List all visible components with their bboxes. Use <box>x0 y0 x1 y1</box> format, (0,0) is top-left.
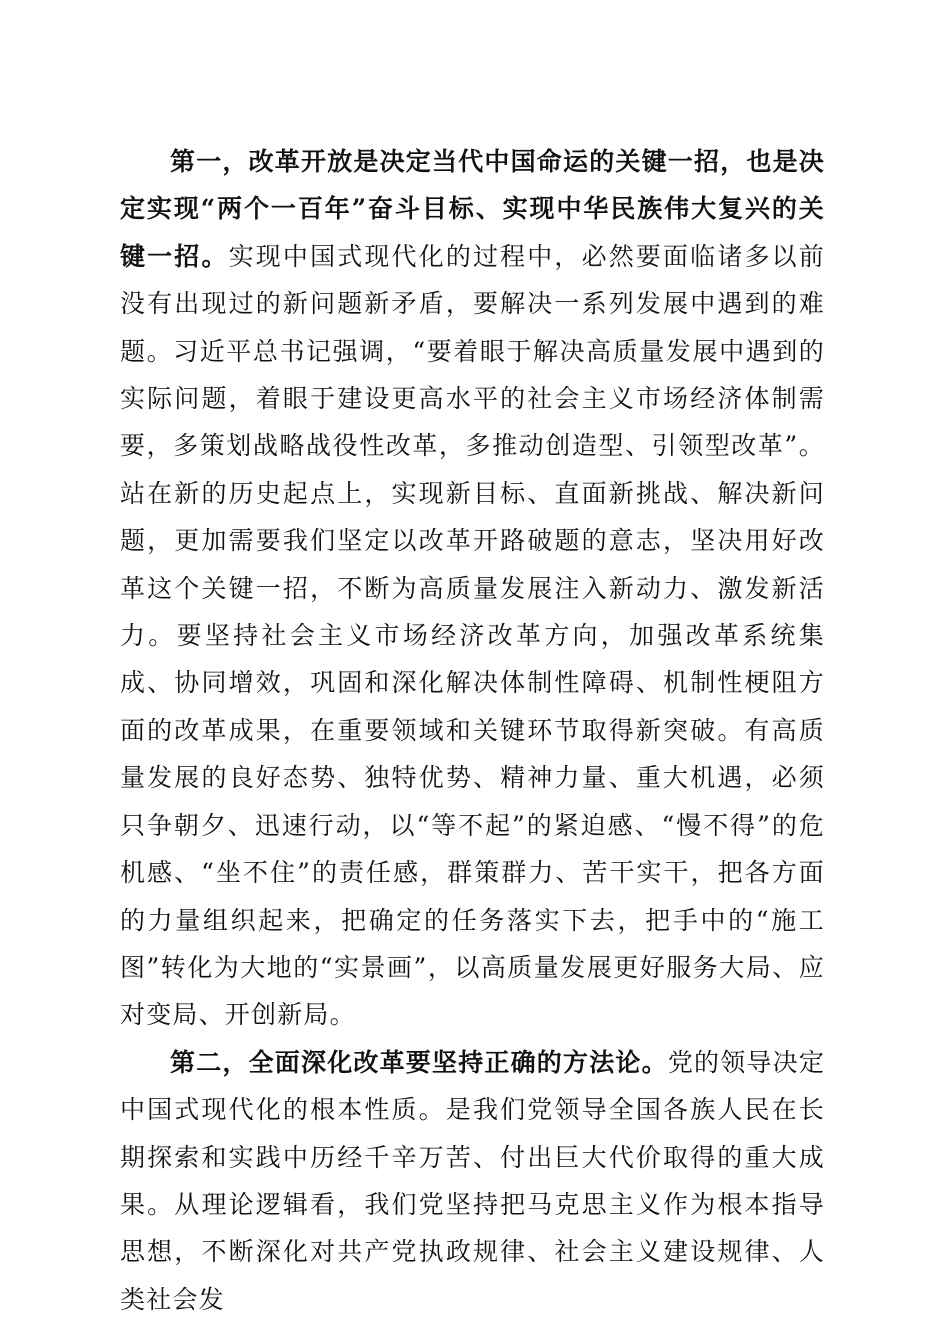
paragraph-2-body: 党的领导决定中国式现代化的根本性质。是我们党领导全国各族人民在长期探索和实践中历经千辛万苦、付出巨大代价取得的重大成果。从理论逻辑看，我们党坚持把马克思主义作为根本指导思想，不断深化对共产党执政规律、社会主义建设规律、人类社会发 <box>120 1047 826 1314</box>
paragraph-2-lead: 第二，全面深化改革要坚持正确的方法论。 <box>170 1047 668 1077</box>
paragraph-1 <box>120 138 825 1039</box>
paragraph-2 <box>120 1039 825 1323</box>
paragraph-1-body: 实现中国式现代化的过程中，必然要面临诸多以前没有出现过的新问题新矛盾，要解决一系列发展中遇到的难题。习近平总书记强调，“要着眼于解决高质量发展中遇到的实际问题，着眼于建设更高水平的社会主义市场经济体制需要，多策划战略战役性改革，多推动创造型、引领型改革”。站在新的历史起点上，实现新目标、直面新挑战、解决新问题，更加需要我们坚定以改革开路破题的意志，坚决用好改革这个关键一招，不断为高质量发展注入新动力、激发新活力。要坚持社会主义市场经济改革方向，加强改革系统集成、协同增效，巩固和深化解决体制性障碍、机制性梗阻方面的改革成果，在重要领域和关键环节取得新突破。有高质量发展的良好态势、独特优势、精神力量、重大机遇，必须只争朝夕、迅速行动，以“等不起”的紧迫感、“慢不得”的危机感、“坐不住”的责任感，群策群力、苦干实干，把各方面的力量组织起来，把确定的任务落实下去，把手中的“施工图”转化为大地的“实景画”，以高质量发展更好服务大局、应对变局、开创新局。 <box>120 241 825 1030</box>
paragraph-1-lead: 第一，改革开放是决定当代中国命运的关键一招，也是决定实现“两个一百年”奋斗目标、实现中华民族伟大复兴的关键一招。 <box>120 147 826 271</box>
document-body <box>120 138 825 1323</box>
